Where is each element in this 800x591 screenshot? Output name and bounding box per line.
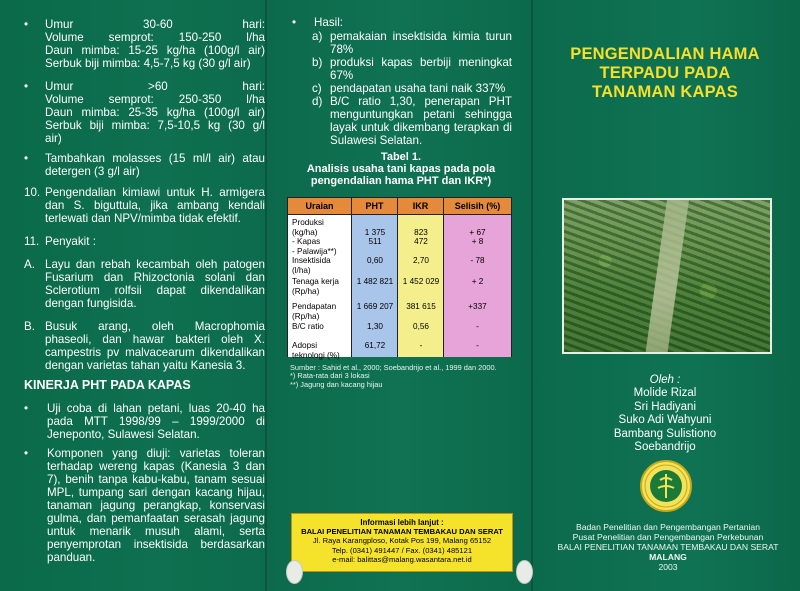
fold-line (265, 0, 267, 591)
text-line: gulma, dan pemanfaatan serasah jagung (47, 512, 265, 525)
analysis-table (287, 197, 512, 360)
cell-line: 1 375 (364, 227, 386, 237)
publisher-city: MALANG (649, 552, 687, 562)
list-text (45, 18, 265, 70)
cell-line: B/C ratio (292, 322, 324, 331)
table-cell-selisih (444, 256, 511, 266)
infobox-email[interactable]: e-mail: balittas@malang.wasantara.net.id (332, 554, 472, 564)
table-header-uraian: Uraian (288, 198, 352, 215)
table-cell-uraian (292, 322, 350, 332)
author-name: Suko Adi Wahyuni (618, 414, 712, 427)
text-line: Volume semprot: 250-350 l/ha (45, 93, 265, 106)
cell-line: 0,60 (367, 256, 383, 265)
list-marker: • (24, 402, 29, 415)
list-marker: b) (312, 56, 323, 69)
cell-line (398, 218, 444, 228)
cell-line: 472 (414, 237, 428, 246)
cell-line: + 2 (471, 277, 484, 286)
logo-emblem-icon (642, 462, 690, 510)
cell-line: 1 669 207 (356, 302, 394, 311)
cell-line: - (419, 341, 423, 350)
cotton-field-photo (562, 198, 772, 354)
text-line: dengan varietas tahan yaitu Kanesia 3. (45, 359, 246, 372)
text-line: Layu dan rebah kecambah oleh patogen (45, 258, 265, 271)
text-line: Umur >60 hari: (45, 80, 265, 93)
publisher-line: BALAI PENELITIAN TANAMAN TEMBAKAU DAN SERAT (557, 542, 779, 552)
table-source (290, 364, 522, 389)
publisher-line: Badan Penelitian dan Pengembangan Pertanian (576, 522, 760, 532)
contact-infobox (291, 513, 513, 572)
list-marker: • (24, 80, 29, 93)
table-cell-pht (352, 322, 398, 332)
list-marker: • (24, 447, 29, 460)
table-cell-uraian (292, 302, 350, 321)
table-cell-pht (352, 256, 398, 266)
text-line: Pengendalian kimiawi untuk H. armigera (45, 186, 265, 199)
table-cell-uraian (292, 277, 350, 296)
cell-line: + 8 (471, 237, 484, 246)
table-cell-ikr (398, 322, 444, 332)
table-cell-selisih (444, 341, 511, 351)
text-line: Daun mimba: 15-25 kg/ha (100g/l air) (45, 44, 265, 57)
cell-line: +337 (468, 302, 487, 311)
title-line: TANAMAN KAPAS (592, 83, 738, 101)
authors-block (560, 374, 770, 454)
table-cell-selisih (444, 322, 511, 332)
text-line: Daun mimba: 25-35 kg/ha (100g/l air) (45, 106, 265, 119)
cell-line: + 67 (469, 227, 486, 237)
cell-line: - (476, 341, 479, 350)
source-note: *) Rata-rata dari 3 lokasi (290, 371, 370, 381)
cell-line: 2,70 (413, 256, 429, 265)
text-line: terhadap wereng kapas (Kanesia 3 dan (47, 460, 265, 473)
cell-line: - (476, 322, 479, 331)
list-marker: 11. (24, 235, 40, 248)
text-line: Tambahkan molasses (15 ml/l air) atau (45, 152, 265, 165)
text-line: pada MTT 1998/99 – 1999/2000 di (47, 415, 265, 428)
ministry-logo-icon (640, 460, 692, 512)
binder-hole (516, 560, 533, 584)
author-name: Bambang Sulistiono (613, 427, 717, 440)
table-cell-ikr (398, 277, 444, 287)
infobox-institution: BALAI PENELITIAN TANAMAN TEMBAKAU DAN SERAT (301, 527, 503, 537)
text-line: tanaman jagung perangkap, konservasi (47, 499, 265, 512)
text-line: Volume semprot: 150-250 l/ha (45, 31, 265, 44)
cell-line (444, 218, 511, 228)
cell-line (352, 218, 398, 228)
text-line: layak untuk dikembang terapkan di (330, 121, 512, 134)
text-line: 78% (330, 43, 354, 56)
text-line: detergen (3 g/l air) (45, 165, 140, 178)
title-line: TERPADU PADA (599, 64, 731, 82)
text-line: Sclerotium rolfsii dapat dikendalikan (45, 284, 265, 297)
table-header-pht: PHT (352, 198, 398, 215)
authors-label: Oleh : (649, 374, 681, 386)
text-line: Komponen yang diuji: varietas toleran (47, 447, 265, 460)
text-line: produksi kapas berbiji meningkat (330, 56, 512, 69)
text-line: Umur 30-60 hari: (45, 18, 265, 31)
table-cell-pht (352, 218, 398, 247)
table-cell-uraian (292, 256, 350, 275)
list-text (330, 95, 512, 147)
cell-line: 1 452 029 (402, 277, 440, 286)
text-line: Jeneponto, Sulawesi Selatan. (47, 428, 200, 441)
infobox-phone: Telp. (0341) 491447 / Fax. (0341) 485121 (331, 545, 473, 555)
publisher-line: Pusat Penelitian dan Pengembangan Perkebunan (572, 532, 764, 542)
list-text: Hasil: (314, 16, 343, 29)
brochure-title (545, 45, 785, 102)
table-cell-ikr (398, 302, 444, 312)
text-line: Fusarium dan Rhizoctonia solani dan (45, 271, 265, 284)
text-line: air) (45, 132, 62, 145)
table-cell-ikr (398, 218, 444, 247)
cell-line: 511 (368, 237, 382, 246)
text-line: pemakaian insektisida kimia turun (330, 30, 512, 43)
cell-line: - Kapas (292, 237, 321, 246)
infobox-title: Informasi lebih lanjut : (360, 518, 444, 527)
cell-line: 61,72 (364, 341, 386, 350)
list-text (47, 447, 265, 564)
cell-line: Insektisida (l/ha) (292, 256, 331, 275)
table-header-selisih: Selisih (%) (444, 198, 511, 215)
list-text (45, 186, 265, 225)
text-line: 7), benih tanpa kabu-kabu, tanam sesuai (47, 473, 265, 486)
source-note: **) Jagung dan kacang hijau (290, 379, 383, 389)
table-title (290, 151, 512, 187)
text-line: Serbuk biji mimba: 7,5-10,5 kg (30 g/l (45, 119, 265, 132)
cell-line: (Rp/ha) (292, 286, 320, 296)
text-line: untuk menarik musuh alami, serta (47, 525, 265, 538)
text-line: dan S. biguttula, jika ambang kendali (45, 199, 265, 212)
list-text (45, 235, 265, 248)
list-marker: B. (24, 320, 35, 333)
table-header-ikr: IKR (398, 198, 444, 215)
text-line: Penyakit : (45, 235, 96, 248)
text-line: 67% (330, 69, 354, 82)
list-text (47, 402, 265, 441)
list-text (45, 152, 265, 178)
table-cell-selisih (444, 302, 511, 312)
table-caption-line: Analisis usaha tani kapas pada pola (306, 163, 496, 175)
list-marker: 10. (24, 186, 41, 199)
text-line: panduan. (47, 551, 96, 564)
cell-line: Tenaga kerja (292, 277, 339, 286)
text-line: menguntungkan petani sehingga (330, 108, 512, 121)
list-marker: • (24, 18, 29, 31)
table-cell-pht (352, 277, 398, 287)
section-heading: KINERJA PHT PADA KAPAS (24, 378, 191, 392)
table-cell-ikr (398, 256, 444, 266)
table-cell-selisih (444, 277, 511, 287)
infobox-address: Jl. Raya Karangploso, Kotak Pos 199, Malang 65152 (312, 536, 492, 546)
list-marker: d) (312, 95, 323, 108)
text-line: dengan fungisida. (45, 297, 137, 310)
table-caption-line: pengendalian hama PHT dan IKR*) (310, 175, 492, 187)
author-name: Molide Rizal (633, 387, 697, 400)
fold-line (531, 0, 533, 591)
text-line: Uji coba di lahan petani, luas 20-40 ha (47, 402, 265, 415)
text-line: Serbuk biji mimba: 4,5-7,5 kg (30 g/l air) (45, 57, 251, 70)
list-marker: A. (24, 258, 35, 271)
list-marker: • (292, 16, 297, 29)
text-line: pendapatan usaha tani naik 337% (330, 82, 506, 95)
author-name: Sri Hadiyani (634, 400, 696, 413)
publisher-year: 2003 (658, 562, 678, 572)
list-text (330, 56, 512, 82)
text-line: Busuk arang, oleh Macrophomia (45, 320, 265, 333)
table-number: Tabel 1. (380, 151, 422, 163)
list-text (330, 82, 512, 95)
text-line: B/C ratio 1,30, penerapan PHT (330, 95, 512, 108)
list-marker: a) (312, 30, 323, 43)
cell-line: - Palawija**) (292, 246, 337, 256)
author-name: Soebandrijo (634, 441, 696, 454)
cell-line: - 78 (470, 256, 485, 265)
text-line: terlewati dan NPV/mimba tidak efektif. (45, 212, 241, 225)
cell-line: 0,56 (413, 322, 429, 331)
table-cell-pht (352, 341, 398, 351)
binder-hole (286, 560, 303, 584)
title-line: PENGENDALIAN HAMA (570, 45, 760, 63)
table-cell-ikr (398, 341, 444, 351)
table-cell-uraian (292, 341, 350, 360)
source-line: Sumber : Sahid et al., 2000; Soebandrijo et al., 1999 dan 2000. (290, 363, 497, 372)
cell-line: Produksi (kg/ha) (292, 218, 324, 237)
list-text (330, 30, 512, 56)
text-line: MPL, tumpang sari dengan kacang hijau, (47, 486, 265, 499)
cell-line: 823 (414, 227, 428, 237)
text-line: phaseoli, dan hawar bakteri oleh X. (45, 333, 265, 346)
cell-line: 1 482 821 (356, 277, 394, 286)
photo-path (645, 200, 689, 354)
cell-line: Adopsi teknologi (%) (292, 341, 340, 360)
list-marker: • (24, 152, 29, 165)
publisher-block (543, 522, 793, 572)
text-line: penyemprotan insektisida berdasarkan (47, 538, 265, 551)
table-cell-selisih (444, 218, 511, 247)
text-line: campestris pv malvacearum dikendalikan (45, 346, 265, 359)
cell-line: Pendapatan (Rp/ha) (292, 302, 337, 321)
table-cell-pht (352, 302, 398, 312)
list-marker: c) (312, 82, 322, 95)
cell-line: 1,30 (367, 322, 383, 331)
cell-line: 381 615 (406, 302, 436, 311)
text-line: Sulawesi Selatan. (330, 134, 423, 147)
list-text (45, 258, 265, 310)
table-cell-uraian (292, 218, 350, 256)
list-text (45, 320, 265, 372)
list-text (45, 80, 265, 145)
